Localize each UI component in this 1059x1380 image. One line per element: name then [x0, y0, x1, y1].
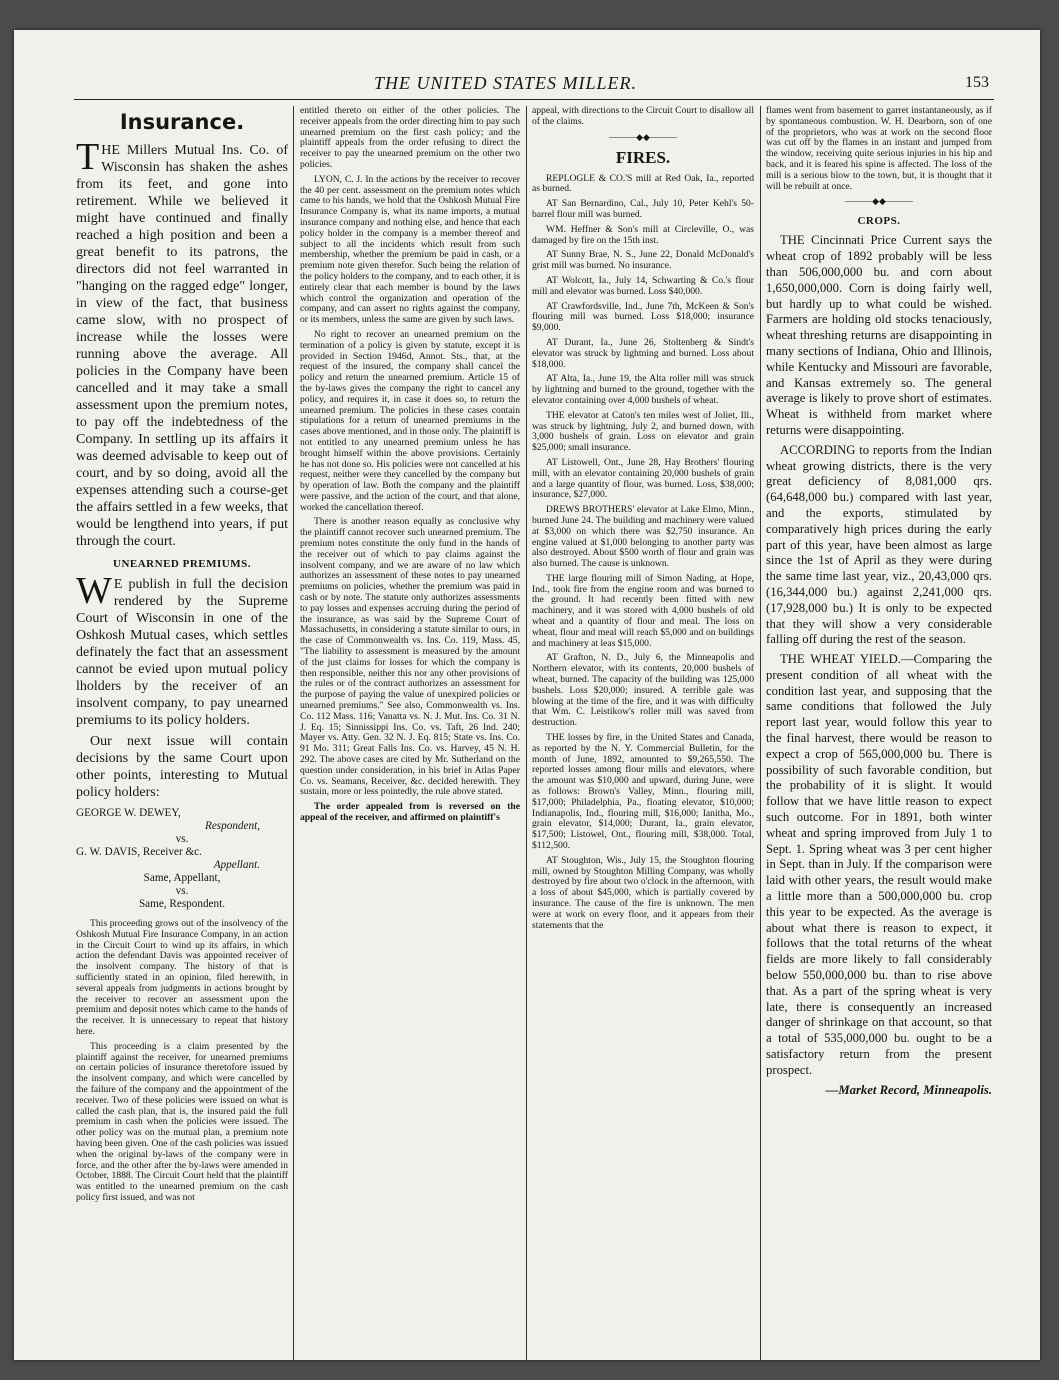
insurance-heading: Insurance. — [119, 110, 245, 134]
opinion-paragraph: appeal, with directions to the Circuit Court to disallow all of the claims. — [532, 106, 754, 127]
divider-ornament: ———◆◆——— — [845, 196, 913, 207]
fire-report: AT Alta, Ia., June 19, the Alta roller mill was struck by lightning and burned to the ground, together with the elevator containing over 4,000 bushels of wheat. — [532, 373, 754, 406]
opinion-paragraph: There is another reason equally as conclusive why the plaintiff cannot recover such unearned premium. The premium notes constitute the only fund in the hands of the receiver out of which to pay claims against the insolvent company, and we are aware of no law which authorizes an assessment of these notes to pay unearned premiums on policies, whether the premium was paid in cash or by note. The statute only authorizes assessments to pay losses and expenses accruing during the period of the insurance, as was said by the Supreme Court of Massachusetts, in considering a statute similar to ours, in the case of Commonwealth vs. Ins. Co. 119, Mass. 45, "The liability to assessment is measured by the amount of the just claims for losses for which the company is then responsible, neither this nor any other provisions of the rules or of the contract authorizes an assessment for the purpose of paying the value of unexpired policies or unearned premiums." See also, Commonwealth vs. Ins. Co. 112 Mass. 116; Vanatta vs. N. J. Mut. Ins. Co. 31 N. J. Eq. 15; Sinnissippi Ins. Co. vs. Taft, 26 Ind. 240; Mayer vs. Atty. Gen. 32 N. J. Eq. 815; State vs. Ins. Co. 91 Mo. 311; Great Falls Ins. Co. vs. Harvey, 45 N. H. 292. The above cases are cited by Mr. Sutherland on the question under consideration, in his brief in Atlas Paper Co. vs. Seamans, Receiver, &c. decided herewith. They sustain, more or less pointedly, the rule above stated. — [300, 516, 520, 798]
opinion-paragraph: The order appealed from is reversed on the appeal of the receiver, and affirmed on plaintiff's — [300, 801, 520, 823]
unearned-intro — [76, 570, 288, 729]
fire-report: DREWS BROTHERS' elevator at Lake Elmo, Minn., burned June 24. The building and machinery were valued at $3,000 on which there was $2,750 insurance. An engine valued at $1,000 belonging to another party was also destroyed. About $500 worth of flour and grain was also burned. The cause is unknown. — [532, 504, 754, 570]
opinion-paragraph: This proceeding is a claim presented by the plaintiff against the receiver, for unearned premiums on certain policies of insurance theretofore issued by the insolvent company, and which were cancelled by the failure of the company and the appointment of the receiver. Two of these policies were issued on what is called the cash plan, that is, the insured paid the full premium in cash when the policies were issued. The other policy was on the mutual plan, a premium note having been given. One of the cash policies was issued when the original by-laws of the company were in force, and the other after the by-laws were amended in October, 1888. The Circuit Court held that the plaintiff was entitled to the unearned premium on the cash policy first issued, and was not — [76, 1040, 288, 1203]
column-opinion — [300, 106, 520, 1364]
case-vs-2: vs. — [175, 885, 189, 897]
column-rule — [760, 106, 761, 1361]
case-role-2: Appellant. — [213, 859, 260, 871]
page-number: 153 — [965, 74, 989, 91]
fire-report: AT Durant, Ia., June 26, Stoltenberg & Sindt's elevator was struck by lightning and burned. Loss about $18,000. — [532, 336, 754, 370]
case-party-1: GEORGE W. DEWEY, — [76, 807, 181, 819]
drop-cap: T — [76, 136, 100, 178]
fire-report: AT Crawfordsville, Ind., June 7th, McKeen & Son's flouring mill was burned. Loss $18,000; insurance $9,000. — [532, 300, 754, 334]
fire-report: WM. Heffner & Son's mill at Circleville, O., was damaged by fire on the 15th inst. — [532, 223, 754, 246]
case-party-2: G. W. DAVIS, Receiver &c. — [76, 846, 202, 858]
crops-paragraph: THE WHEAT YIELD.—Comparing the present condition of all wheat with the condition last year, and supposing that the same conditions that followed the July report last year, would follow this year to the final harvest, there would be reason to expect a crop of 565,000,000 bu. There is possibility of such favorable condition, but the probability of it is slight. It would follow that we have little reason to expect such outcome. For in 1891, both winter wheat and spring improved from July 1 to Sept. 1. Spring wheat was 3 per cent higher in Sept. than in July. If the comparison were laid with other years, the result would make a little more than a 500,000,000 bu. crop this year to be expected. As the average is about what there is reason to expect, it follows that the total returns of the wheat fields are more likely to fall considerably below 550,000,000 bu. than to rise above that. As a part of the spring wheat is very late, there is consequently an increased danger of shrinkage on that account, so that a total of 535,000,000 bu. ought to be a satisfactory return from the present prospect. — [766, 652, 992, 1077]
opinion-paragraph: This proceeding grows out of the insolvency of the Oshkosh Mutual Fire Insurance Company, in an action in the Circuit Court to wind up its affairs, in which action the defendant Davis was appointed receiver of the insolvent company. The history of that is sufficiently stated in an opinion, filed herewith, in several appeals from judgments in actions brought by the receiver to recover an assessment upon the premium and deposit notes which came to the hands of the receiver. It is unnecessary to repeat that history here. — [76, 918, 288, 1037]
unearned-intro-text: E publish in full the decision rendered by the Supreme Court of Wisconsin in one of the Oshkosh Mutual cases, which settles definately the fact that an assessment cannot be evied upon mutual policy lholders by the receiver of an insolvent company, to pay unearned premiums to its policy holders. — [76, 577, 288, 728]
page-content — [74, 68, 994, 1368]
column-fires — [532, 106, 754, 1364]
column-insurance — [76, 106, 288, 1364]
fire-report: THE large flouring mill of Simon Nading, at Hope, Ind., took fire from the engine room and was burned to the ground. It had recently been fitted with new machinery, and it was stored with 4,000 bushels of old wheat and a quantity of flour and meal. The loss on wheat, flour and meal will reach $5,000 and on buildings and machinery at leas $15,000. — [532, 572, 754, 649]
page-header — [74, 68, 994, 100]
case-same-1: Same, Appellant, — [143, 872, 221, 884]
fire-report: AT Stoughton, Wis., July 15, the Stoughton flouring mill, owned by Stoughton Milling Company, was wholly destroyed by fire about two o'clock in the afternoon, with a loss of about $45,000, which is partially covered by insurance. The cause of the fire is unknown. The men were at work on every floor, and it appears from their statements that the — [532, 854, 754, 931]
column-rule — [293, 106, 294, 1361]
column-crops — [766, 106, 992, 1364]
fire-report: THE elevator at Caton's ten miles west of Joliet, Ill., was struck by lightning, July 2, and burned down, with 3,000 bushels of grain. Loss on elevator and grain $25,000; small insurance. — [532, 409, 754, 454]
drop-cap: W — [76, 570, 112, 612]
crops-paragraph: ACCORDING to reports from the Indian wheat growing districts, there is the very great deficiency of 8,081,000 qrs. (64,648,000 bu.) compared with last year, and the exports, stimulated by comparatively high prices during the early part of this year, have been almost as large since the 1st of April as they were during the same time last year, viz., 20,43,000 qrs. (16,344,000 bu.) against 2,241,000 qrs. (17,928,000 bu.) It is only to be expected that they will show a very considerable falling off during the rest of the season. — [766, 442, 992, 647]
crops-heading: CROPS. — [857, 215, 901, 228]
next-issue-note: Our next issue will contain decisions by the same Court upon other points, interesting to Mutual policy holders: — [76, 734, 288, 800]
opinion-paragraph: LYON, C. J. In the actions by the receiver to recover the 40 per cent. assessment on the premium notes which came to his hands, we hold that the Oshkosh Mutual Fire Insurance Company is, what its name imports, a mutual insurance company and nothing else, and hence that each policy holder in the company is a member thereof and subject to all the incidents which result from such membership, whether the premium be paid in cash, or a premium note given therefor. Such being the relation of the policy holders to the company, and to each other, it is entirely clear that each member is bound by the laws which control the organization and operation of the company, and can assert no rights against the company, or its members, unless the same are given by such laws. — [300, 173, 520, 326]
fire-report: AT San Bernardino, Cal., July 10, Peter Kehl's 50-barrel flour mill was burned. — [532, 198, 754, 220]
fires-heading: FIRES. — [615, 147, 671, 167]
case-role-1: Respondent, — [205, 820, 260, 832]
source-signature: —Market Record, Minneapolis. — [825, 1082, 992, 1097]
column-rule — [526, 106, 527, 1361]
fire-report: AT Listowell, Ont., June 28, Hay Brothers' flouring mill, with an elevator containing 20,000 bushels of grain and a large quantity of flour, was burned. Loss, $38,000; insurance, $27,000. — [532, 456, 754, 501]
fire-report: THE losses by fire, in the United States and Canada, as reported by the N. Y. Commercial Bulletin, for the month of June, 1892, amounted to $9,265,550. The reported losses among flour mills and elevators, where the amount was $10,000 and upward, during June, were as follows: Brown's Valley, Minn., flouring mill, $17,000; Philadelphia, Pa., floating elevator, $10,000; Indianapolis, Ind., flouring mill, $16,000; Ianitha, Mo., grain elevator, $14,000; Durant, Ia., grain elevator, $17,500; Listowel, Ont., flouring mill, $38,000. Total, $112,500. — [532, 732, 754, 852]
fire-reports — [532, 174, 754, 932]
fire-report: AT Grafton, N. D., July 6, the Minneapolis and Northern elevator, with its contents, 20,000 bushels of wheat, burned. The capacity of the building was 125,000 bushels. Loss $20,000; insured. A terrible gale was blowing at the time of the fire, and it was with difficulty that Wm. C. Leistikow's roller mill was saved from destruction. — [532, 652, 754, 729]
running-title: THE UNITED STATES MILLER. — [374, 73, 638, 93]
opinion-paragraph: No right to recover an unearned premium on the termination of a policy is given by statute, except it is provided in Section 1946d, Annot. Sts., that, at the request of the insured, the company shall cancel the policy and return the unearned premium. Article 15 of the by-laws gives the company the right to cancel any policy, and requires it, in case it does so, to return the unearned premium. The policies in these cases contain stipulations for a return of unearned premiums in the cases above mentioned, and in those only. The plaintiff is not entitled to any unearned premium unless he has brought himself within the above provisions. Certainly he has not done so. His policies were not cancelled at his request, neither were they cancelled by the company but by operation of law. Both the company and the plaintiff were passive, and the action of the court, and that alone, worked the cancellation thereof. — [300, 328, 520, 513]
case-caption — [76, 807, 288, 911]
newspaper-page — [14, 30, 1040, 1360]
header-rule — [74, 99, 994, 100]
insurance-paragraph — [76, 136, 288, 550]
unearned-premiums-heading: UNEARNED PREMIUMS. — [113, 558, 251, 570]
fire-report: REPLOGLE & CO.'S mill at Red Oak, Ia., reported as burned. — [532, 172, 754, 195]
case-vs-1: vs. — [175, 833, 189, 845]
crops-paragraph: THE Cincinnati Price Current says the wheat crop of 1892 probably will be less than 506,000,000 bu. and corn about 1,650,000,000. Corn is doing fairly well, but hardly up to what could be wished. Farmers are holding old stocks tenaciously, wheat threshing returns are disappointing in many sections of Indiana, Ohio and Illinois, while Kentucky and Missouri are favorable, and Kansas extremely so. The general average is likely to prove short of estimates. Wheat is withheld from market where returns were disappointing. — [766, 233, 992, 437]
fire-report: AT Sunny Brae, N. S., June 22, Donald McDonald's grist mill was burned. No insurance. — [532, 249, 754, 272]
fire-report: AT Wolcott, Ia., July 14, Schwarting & Co.'s flour mill and elevator was burned. Loss $40,000. — [532, 274, 754, 297]
opinion-paragraph: entitled thereto on either of the other policies. The receiver appeals from the order directing him to pay such unearned premium on the first cash policy; and the plaintiff appeals from the order refusing to direct the receiver to pay the unearned premium on the other two policies. — [300, 106, 520, 170]
fire-report-continued: flames went from basement to garret instantaneously, as if by spontaneous combustion. W. H. Dearborn, son of one of the proprietors, who was at work on the second floor was cut off by the flames in an instant and jumped from the window, receiving quite serious injuries in his hip and back, and it is feared his spine is affected. The loss of the mill is a serious blow to the town, but, it is thought that it will be rebuilt at once. — [766, 106, 992, 192]
insurance-text: HE Millers Mutual Ins. Co. of Wisconsin has shaken the ashes from its feet, and gone into retirement. While we believed it might have continued and finally reached a high position and been a great benefit to its patrons, the directors did not feel warranted in "hanging on the ragged edge" longer, in view of the fact, that business came slow, with no prospect of increase while the losses were running above the average. All policies in the Company have been cancelled and it may take a small assessment upon the premium notes, to pay off the indebtedness of the Company. In settling up its affairs it was deemed advisable to keep out of court, and by so doing, avoid all the expenses attending such a course-get the affairs settled in a few weeks, that would be lengthend into years, if put through the court. — [76, 143, 288, 549]
case-same-2: Same, Respondent. — [138, 898, 226, 910]
divider-ornament: ———◆◆——— — [609, 131, 677, 142]
